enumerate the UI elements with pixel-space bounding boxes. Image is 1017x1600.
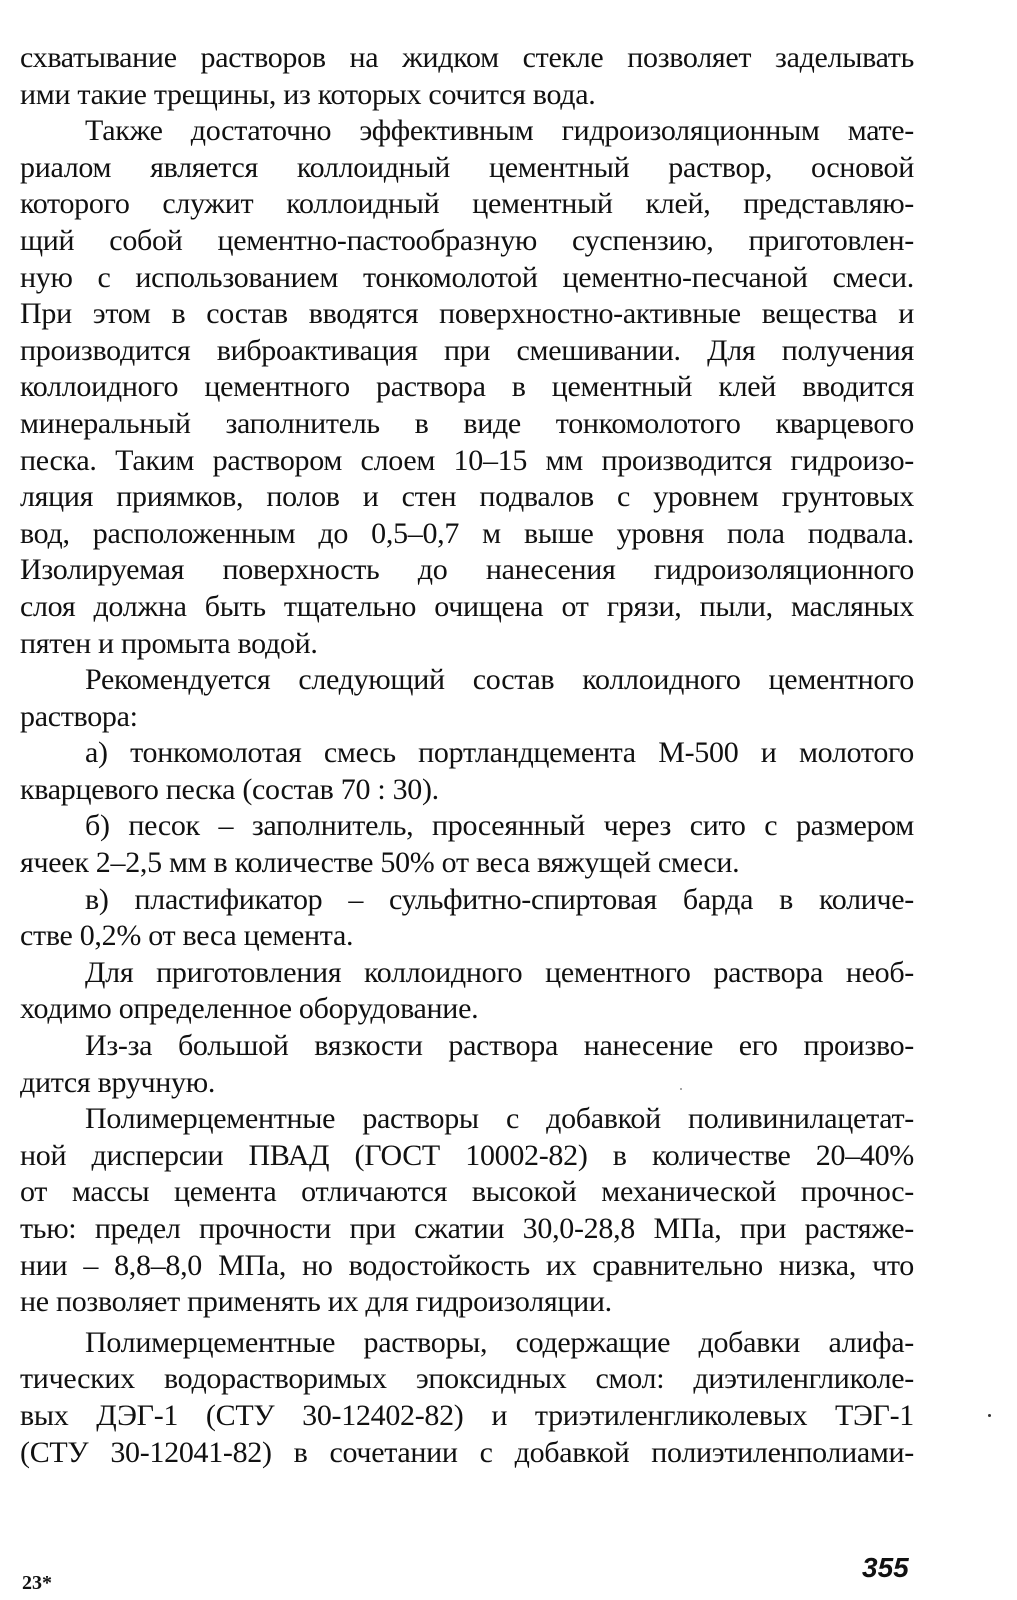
text-line: риалом является коллоидный цементный раствор, основой [20,150,914,184]
text-line: Полимерцементные растворы с добавкой поливинилацетат- [85,1102,914,1136]
text-line: схватывание растворов на жидком стекле позволяет заделывать [20,41,914,74]
scan-speck [988,1414,991,1417]
text-line: а) тонкомолотая смесь портландцемента М-500 и молотого [85,736,914,770]
text-line: в) пластификатор – сульфитно-спиртовая барда в количе- [85,882,914,916]
text-line: Из-за большой вязкости раствора нанесение его произво- [85,1029,914,1063]
text-line: от массы цемента отличаются высокой механической прочнос- [20,1175,914,1209]
text-line: ими такие трещины, из которых сочится вода. [20,77,596,111]
text-line: ячеек 2–2,5 мм в количестве 50% от веса вяжущей смеси. [20,846,740,880]
text-line: (СТУ 30-12041-82) в сочетании с добавкой полиэтиленполиами- [20,1435,914,1469]
text-line: слоя должна быть тщательно очищена от грязи, пыли, масляных [20,589,914,623]
text-line: производится виброактивация при смешивании. Для получения [20,333,914,367]
text-line: раствора: [20,699,138,733]
text-line: ную с использованием тонкомолотой цементно-песчаной смеси. [20,260,914,294]
text-line: Для приготовления коллоидного цементного раствора необ- [85,955,914,989]
body-text [20,40,914,1471]
text-line: коллоидного цементного раствора в цементный клей вводится [20,370,914,404]
text-line: ходимо определенное оборудование. [20,992,479,1026]
text-line: Изолируемая поверхность до нанесения гидроизоляционного [20,553,914,587]
text-line: пятен и промыта водой. [20,626,318,660]
text-line: Рекомендуется следующий состав коллоидного цементного [85,663,914,697]
text-line: б) песок – заполнитель, просеянный через сито с размером [85,809,914,843]
text-line: тических водорастворимых эпоксидных смол: диэтиленгликоле- [20,1362,914,1396]
text-line: нии – 8,8–8,0 МПа, но водостойкость их сравнительно низка, что [20,1248,914,1282]
text-line: щий собой цементно-пастообразную суспензию, приготовлен- [20,223,914,257]
scan-speck [680,1088,682,1090]
text-line: минеральный заполнитель в виде тонкомолотого кварцевого [20,406,914,440]
page-number: 355 [862,1552,909,1583]
text-line: которого служит коллоидный цементный клей, представляю- [20,187,914,221]
text-line: Полимерцементные растворы, содержащие добавки алифа- [85,1325,914,1359]
text-line: ной дисперсии ПВАД (ГОСТ 10002-82) в количестве 20–40% [20,1138,914,1172]
text-line: дится вручную. [20,1065,216,1099]
text-line: ляция приямков, полов и стен подвалов с уровнем грунтовых [20,480,914,514]
text-line: не позволяет применять их для гидроизоляции. [20,1285,612,1319]
text-line: вод, расположенным до 0,5–0,7 м выше уровня пола подвала. [20,516,914,550]
text-line: кварцевого песка (состав 70 : 30). [20,772,439,806]
signature-mark: 23* [22,1572,52,1594]
text-line: При этом в состав вводятся поверхностно-активные вещества и [20,297,914,331]
text-line: песка. Таким раствором слоем 10–15 мм производится гидроизо- [20,443,914,477]
text-line: Также достаточно эффективным гидроизоляционным мате- [85,114,914,148]
text-line: тью: предел прочности при сжатии 30,0-28,8 МПа, при растяже- [20,1212,914,1245]
text-line: вых ДЭГ-1 (СТУ 30-12402-82) и триэтиленгликолевых ТЭГ-1 [20,1398,914,1432]
text-line: стве 0,2% от веса цемента. [20,919,354,953]
